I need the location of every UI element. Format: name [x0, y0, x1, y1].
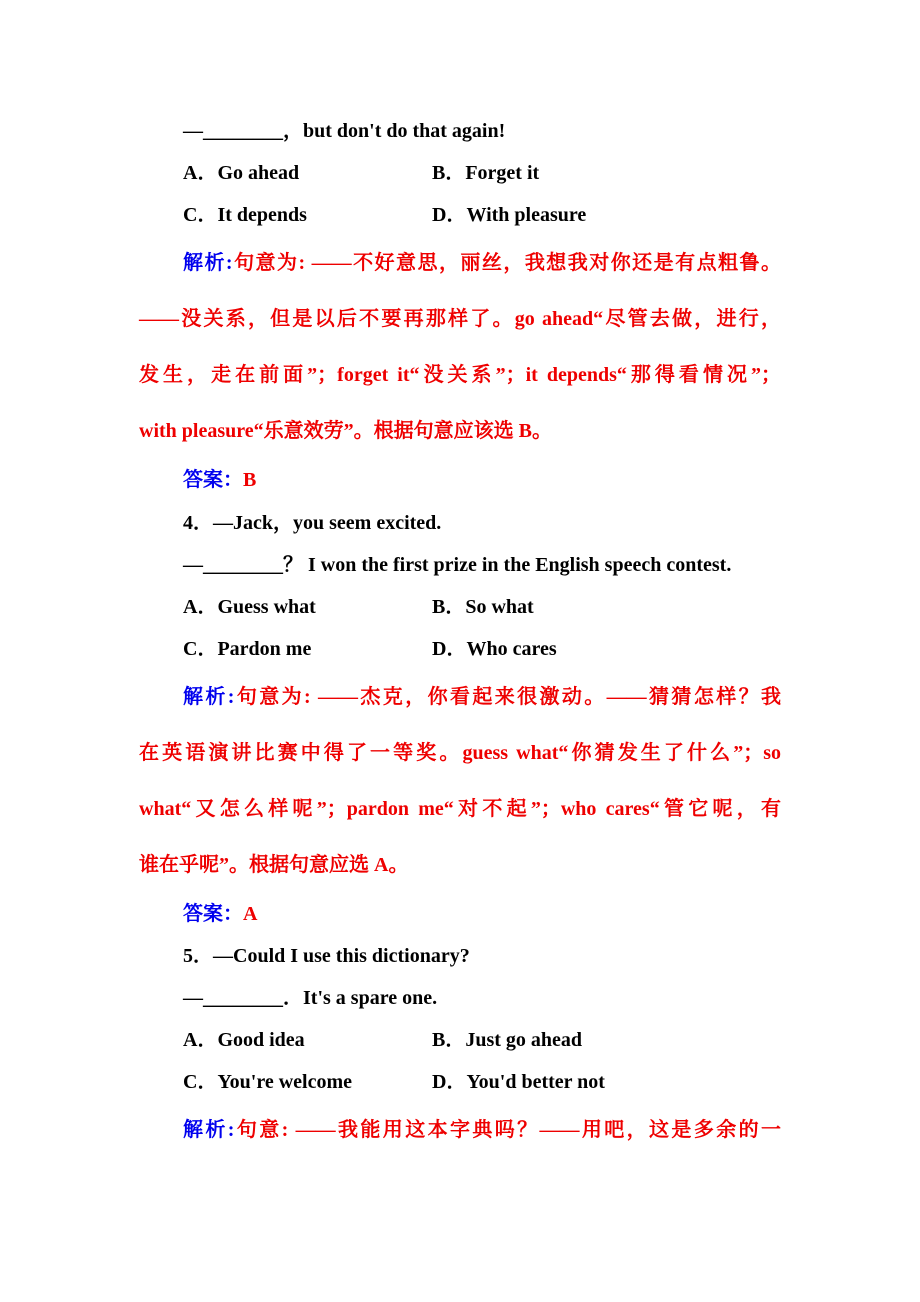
q4-analysis-label: 解析:	[183, 686, 235, 708]
q3-analysis-line-3: 发生，走在前面”；forget it“没关系”；it depends“那得看情况”；	[139, 364, 781, 386]
q3-option-a: A．Go ahead	[183, 162, 300, 184]
q3-analysis-line-2: ——没关系，但是以后不要再那样了。go ahead“尽管去做，进行，	[139, 308, 781, 330]
q4-answer	[183, 897, 257, 926]
q5-analysis-line-1: 解析:句意: ——我能用这本字典吗？——用吧，这是多余的一	[183, 1119, 781, 1141]
q3-analysis-line-4: with pleasure“乐意效劳”。根据句意应该选 B。	[139, 420, 552, 442]
q4-response-line: —________？ I won the first prize in the English speech contest.	[183, 554, 732, 576]
q5-option-d: D．You'd better not	[432, 1071, 605, 1093]
q5-analysis-label: 解析:	[183, 1119, 235, 1141]
q5-response-line: —________．It's a spare one.	[183, 987, 438, 1009]
q5-option-a: A．Good idea	[183, 1029, 305, 1051]
q3-analysis-line-1: 解析:句意为: ——不好意思，丽丝，我想我对你还是有点粗鲁。	[183, 252, 781, 274]
q4-analysis-line-4: 谁在乎呢”。根据句意应选 A。	[139, 854, 409, 876]
q4-option-c: C．Pardon me	[183, 638, 312, 660]
q5-option-b: B．Just go ahead	[432, 1029, 583, 1051]
q3-option-d: D．With pleasure	[432, 204, 587, 226]
q4-option-d: D．Who cares	[432, 638, 557, 660]
q4-analysis-line-1: 解析:句意为: ——杰克，你看起来很激动。——猜猜怎样？我	[183, 686, 781, 708]
q3-option-c: C．It depends	[183, 204, 307, 226]
q4-option-b: B．So what	[432, 596, 534, 618]
q4-question-line: 4．—Jack，you seem excited.	[183, 512, 442, 534]
q3-answer-value: B	[243, 469, 257, 491]
q3-analysis-label: 解析:	[183, 252, 233, 274]
q4-answer-value: A	[243, 903, 258, 925]
q3-response-line: —________，but don't do that again!	[183, 120, 506, 142]
q3-option-b: B．Forget it	[432, 162, 540, 184]
q3-answer	[183, 463, 256, 492]
q4-option-a: A．Guess what	[183, 596, 316, 618]
q5-option-c: C．You're welcome	[183, 1071, 353, 1093]
q5-question-line: 5．—Could I use this dictionary?	[183, 945, 470, 967]
q3-answer-label: 答案：	[183, 469, 243, 491]
q4-answer-label: 答案：	[183, 903, 243, 925]
q4-analysis-line-2: 在英语演讲比赛中得了一等奖。guess what“你猜发生了什么”；so	[139, 742, 781, 764]
q4-analysis-line-3: what“又怎么样呢”；pardon me“对不起”；who cares“管它呢，有	[139, 798, 781, 820]
